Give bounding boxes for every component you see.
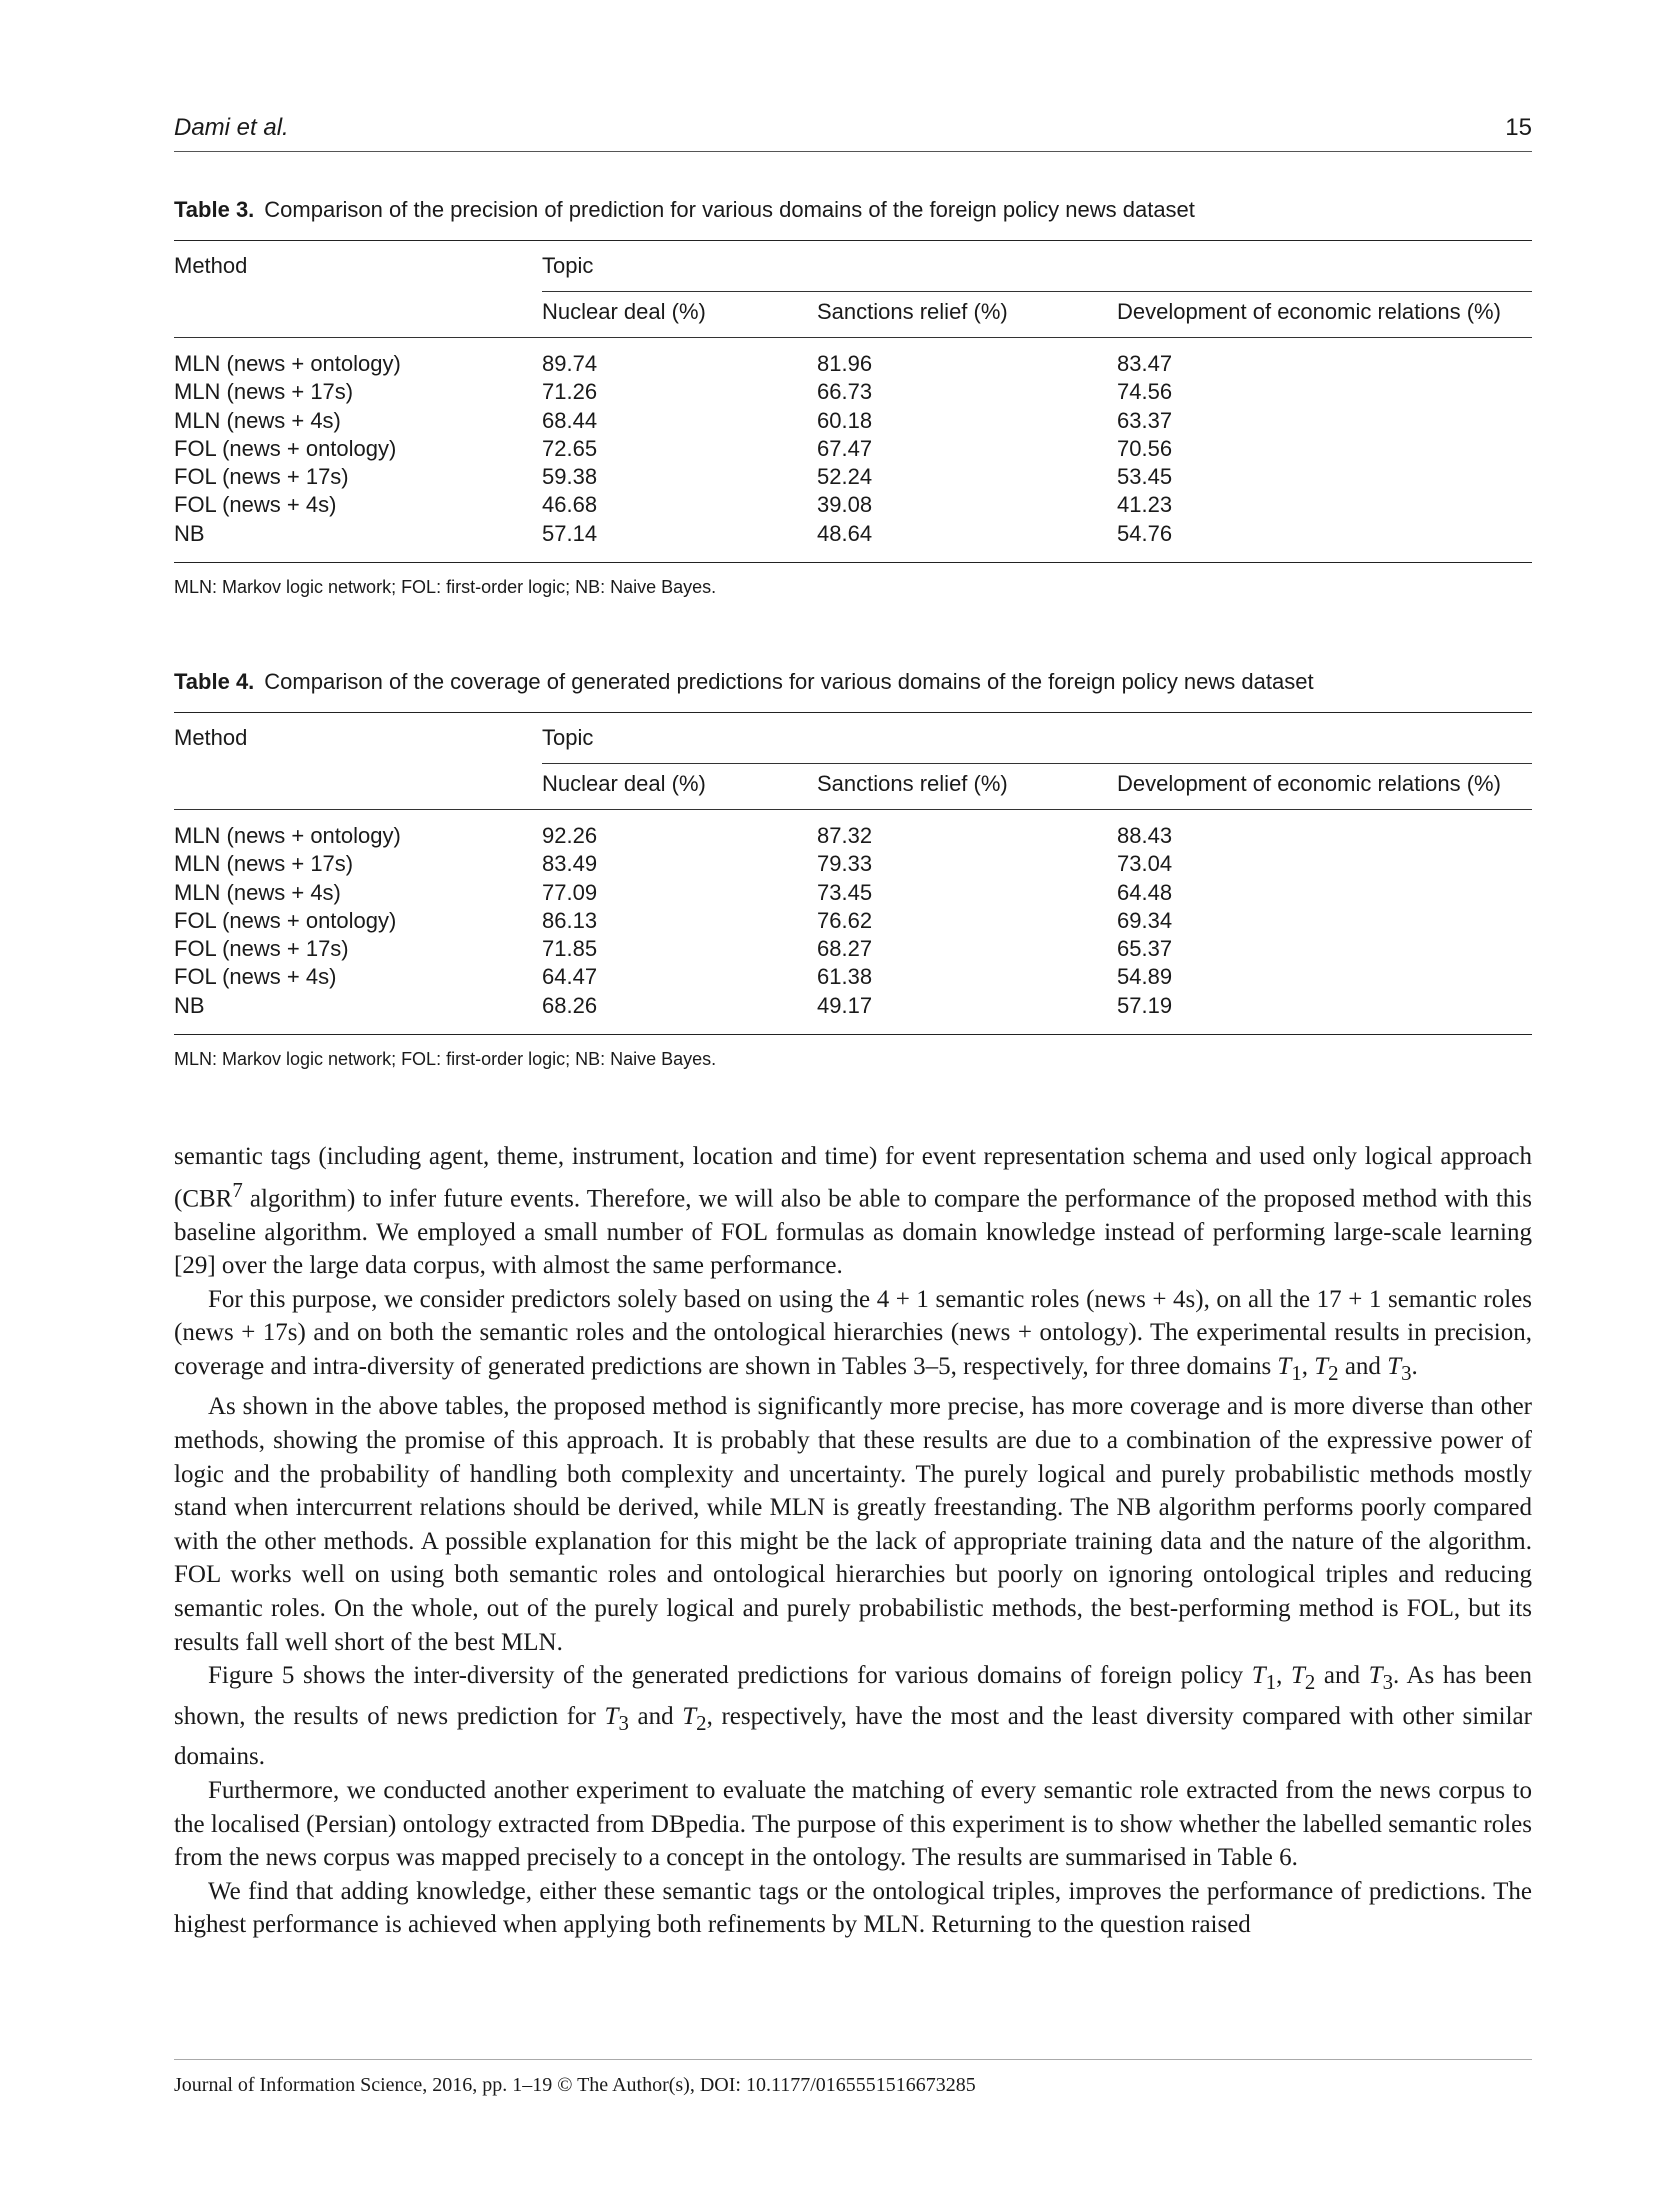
value-cell: 65.37 xyxy=(1117,936,1173,962)
table-caption-text: Comparison of the precision of prediction for various domains of the foreign policy news dataset xyxy=(264,197,1195,222)
value-cell: 73.04 xyxy=(1117,851,1173,877)
math-symbol: T xyxy=(682,1702,697,1730)
text-run: . xyxy=(1411,1352,1418,1380)
math-symbol: T xyxy=(1314,1352,1329,1380)
table-label: Table 3. xyxy=(174,197,255,222)
method-cell: MLN (news + ontology) xyxy=(174,823,401,848)
column-header: Development of economic relations (%) xyxy=(1117,299,1501,324)
value-cell: 77.09 xyxy=(542,879,598,905)
footnote-marker: 7 xyxy=(232,1177,243,1202)
paragraph xyxy=(174,1140,1532,1283)
table-4 xyxy=(174,664,1532,1070)
method-cell: MLN (news + 4s) xyxy=(174,407,341,433)
table-footnote: MLN: Markov logic network; FOL: first-order logic; NB: Naive Bayes. xyxy=(174,1049,717,1070)
value-cell: 68.44 xyxy=(542,407,598,433)
paragraph xyxy=(174,1283,1532,1391)
value-cell: 79.33 xyxy=(817,851,873,877)
math-subscript: 2 xyxy=(1304,1670,1316,1695)
math-subscript: 2 xyxy=(1328,1360,1339,1385)
math-symbol: T xyxy=(1368,1662,1383,1690)
value-cell: 69.34 xyxy=(1117,907,1173,933)
math-subscript: 1 xyxy=(1291,1360,1302,1385)
value-cell: 76.62 xyxy=(817,907,873,933)
table-3 xyxy=(174,192,1532,598)
table-row xyxy=(174,350,1532,378)
method-cell: NB xyxy=(174,520,205,546)
column-header-row xyxy=(174,291,1532,337)
column-header: Nuclear deal (%) xyxy=(542,299,706,324)
method-header: Method xyxy=(174,725,248,750)
method-cell: NB xyxy=(174,992,205,1018)
value-cell: 64.48 xyxy=(1117,879,1173,905)
paragraph: As shown in the above tables, the proposed method is significantly more precise, has more coverage and is more diverse than other methods, showing the promise of this approach. It is probably that these results are due to a combination of the expressive power of logic and the probability of handling both complexity and uncertainty. The purely logical and purely probabilistic methods mostly stand when intercurrent relations should be derived, while MLN is greatly freestanding. The NB algorithm performs poorly compared with the other methods. A possible explanation for this might be the lack of appropriate training data and the nature of the algorithm. FOL works well on using both semantic roles and ontological hierarchies but poorly on ignoring ontological triples and reducing semantic roles. On the whole, out of the purely logical and purely probabilistic methods, the best-performing method is FOL, but its results fall well short of the best MLN. xyxy=(174,1393,1532,1656)
text-run: and xyxy=(1338,1352,1388,1380)
column-header: Sanctions relief (%) xyxy=(817,299,1008,324)
value-cell: 68.26 xyxy=(542,992,598,1018)
header-rule xyxy=(174,151,1532,152)
table-row xyxy=(174,822,1532,850)
table-row xyxy=(174,520,1532,548)
value-cell: 88.43 xyxy=(1117,823,1173,848)
method-cell: FOL (news + 17s) xyxy=(174,936,349,962)
column-header-row xyxy=(174,763,1532,809)
text-run: and xyxy=(1315,1662,1369,1690)
value-cell: 49.17 xyxy=(817,992,873,1018)
math-subscript: 1 xyxy=(1265,1670,1277,1695)
topic-subrule xyxy=(542,291,1532,292)
value-cell: 41.23 xyxy=(1117,492,1173,518)
column-header: Nuclear deal (%) xyxy=(542,771,706,796)
table-row xyxy=(174,435,1532,463)
value-cell: 74.56 xyxy=(1117,379,1173,405)
method-cell: FOL (news + 4s) xyxy=(174,964,337,990)
value-cell: 52.24 xyxy=(817,464,873,490)
table-row xyxy=(174,879,1532,907)
value-cell: 39.08 xyxy=(817,492,873,518)
value-cell: 54.89 xyxy=(1117,964,1173,990)
table-row xyxy=(174,850,1532,878)
table-body xyxy=(174,810,1532,1034)
method-cell: MLN (news + 17s) xyxy=(174,379,354,405)
table-bottom-rule xyxy=(174,562,1532,563)
math-subscript: 3 xyxy=(1401,1360,1412,1385)
text-run: Figure 5 shows the inter-diversity of the generated predictions for various domains of foreign policy xyxy=(208,1662,1252,1690)
topic-subrule xyxy=(542,763,1532,764)
method-cell: FOL (news + 17s) xyxy=(174,464,349,490)
table-bottom-rule xyxy=(174,1034,1532,1035)
value-cell: 60.18 xyxy=(817,407,873,433)
value-cell: 46.68 xyxy=(542,492,598,518)
table-body xyxy=(174,338,1532,562)
math-symbol: T xyxy=(1387,1352,1402,1380)
paragraph: We find that adding knowledge, either these semantic tags or the ontological triples, improves the performance of predictions. The highest performance is achieved when applying both refinements by MLN. Returning to the question raised xyxy=(174,1877,1532,1939)
column-header: Sanctions relief (%) xyxy=(817,771,1008,796)
table-row xyxy=(174,935,1532,963)
value-cell: 83.49 xyxy=(542,851,598,877)
column-header: Development of economic relations (%) xyxy=(1117,771,1501,796)
math-symbol: T xyxy=(1290,1662,1305,1690)
table-label: Table 4. xyxy=(174,669,255,694)
text-run: . As has been shown, the results of news prediction for xyxy=(174,1662,1533,1730)
paragraph xyxy=(174,1659,1532,1774)
table-row xyxy=(174,407,1532,435)
value-cell: 81.96 xyxy=(817,351,873,376)
topic-header: Topic xyxy=(542,725,594,750)
method-cell: FOL (news + ontology) xyxy=(174,907,397,933)
footer-rule xyxy=(174,2059,1532,2060)
math-subscript: 2 xyxy=(696,1710,707,1735)
method-cell: MLN (news + ontology) xyxy=(174,351,401,376)
method-header: Method xyxy=(174,253,248,278)
running-header-author: Dami et al. xyxy=(174,114,289,141)
table-row xyxy=(174,992,1532,1020)
text-run: and xyxy=(628,1702,683,1730)
value-cell: 92.26 xyxy=(542,823,598,848)
table-caption xyxy=(174,192,1532,228)
math-subscript: 3 xyxy=(618,1710,629,1735)
value-cell: 54.76 xyxy=(1117,520,1173,546)
math-symbol: T xyxy=(1251,1662,1266,1690)
value-cell: 71.85 xyxy=(542,936,598,962)
value-cell: 89.74 xyxy=(542,351,598,376)
value-cell: 72.65 xyxy=(542,435,598,461)
table-row xyxy=(174,463,1532,491)
value-cell: 48.64 xyxy=(817,520,873,546)
table-header-row xyxy=(174,241,1532,291)
math-symbol: T xyxy=(604,1702,619,1730)
method-cell: FOL (news + ontology) xyxy=(174,435,397,461)
paper-page xyxy=(174,0,1532,2205)
text-run: semantic tags (including agent, theme, instrument, location and time) for event representation schema and used only logical approach (CBR xyxy=(174,1143,1532,1212)
value-cell: 86.13 xyxy=(542,907,598,933)
method-cell: FOL (news + 4s) xyxy=(174,492,337,518)
footer-citation: Journal of Information Science, 2016, pp. 1–19 © The Author(s), DOI: 10.1177/0165551516673285 xyxy=(174,2074,976,2096)
value-cell: 71.26 xyxy=(542,379,598,405)
value-cell: 70.56 xyxy=(1117,435,1173,461)
value-cell: 57.19 xyxy=(1117,992,1173,1018)
value-cell: 87.32 xyxy=(817,823,873,848)
table-row xyxy=(174,907,1532,935)
page-number: 15 xyxy=(1505,114,1532,141)
method-cell: MLN (news + 4s) xyxy=(174,879,341,905)
value-cell: 59.38 xyxy=(542,464,598,490)
value-cell: 67.47 xyxy=(817,435,873,461)
text-run: algorithm) to infer future events. Therefore, we will also be able to compare the performance of the proposed method with this baseline algorithm. We employed a small number of FOL formulas as domain knowledge instead of performing large-scale learning [29] over the large data corpus, with almost the same performance. xyxy=(174,1184,1532,1280)
text-run: , xyxy=(1276,1662,1291,1690)
table-row xyxy=(174,491,1532,519)
math-symbol: T xyxy=(1277,1352,1292,1380)
table-caption xyxy=(174,664,1532,700)
value-cell: 66.73 xyxy=(817,379,873,405)
value-cell: 63.37 xyxy=(1117,407,1173,433)
table-caption-text: Comparison of the coverage of generated predictions for various domains of the foreign policy news dataset xyxy=(264,669,1314,694)
method-cell: MLN (news + 17s) xyxy=(174,851,354,877)
table-row xyxy=(174,378,1532,406)
value-cell: 83.47 xyxy=(1117,351,1173,376)
value-cell: 53.45 xyxy=(1117,464,1173,490)
text-run: For this purpose, we consider predictors solely based on using the 4 + 1 semantic roles (news + 4s), on all the 17 + 1 semantic roles (news + 17s) and on both the semantic roles and the ontological hierarchies (news + ontology). The experimental results in precision, coverage and intra-diversity of generated predictions are shown in Tables 3–5, respectively, for three domains xyxy=(174,1285,1532,1380)
value-cell: 64.47 xyxy=(542,964,598,990)
table-row xyxy=(174,963,1532,991)
value-cell: 61.38 xyxy=(817,964,873,990)
table-footnote: MLN: Markov logic network; FOL: first-order logic; NB: Naive Bayes. xyxy=(174,577,717,598)
value-cell: 57.14 xyxy=(542,520,598,546)
running-header xyxy=(174,110,1532,150)
table-header-row xyxy=(174,713,1532,763)
body-text xyxy=(174,1140,1532,1942)
text-run: , xyxy=(1301,1352,1315,1380)
value-cell: 68.27 xyxy=(817,936,873,962)
paragraph: Furthermore, we conducted another experiment to evaluate the matching of every semantic role extracted from the news corpus to the localised (Persian) ontology extracted from DBpedia. The purpose of this experiment is to show whether the labelled semantic roles from the news corpus was mapped precisely to a concept in the ontology. The results are summarised in Table 6. xyxy=(174,1777,1532,1872)
topic-header: Topic xyxy=(542,253,594,278)
value-cell: 73.45 xyxy=(817,879,873,905)
text-run: , respectively, have the most and the least diversity compared with other similar domains. xyxy=(174,1702,1532,1771)
math-subscript: 3 xyxy=(1382,1670,1393,1695)
